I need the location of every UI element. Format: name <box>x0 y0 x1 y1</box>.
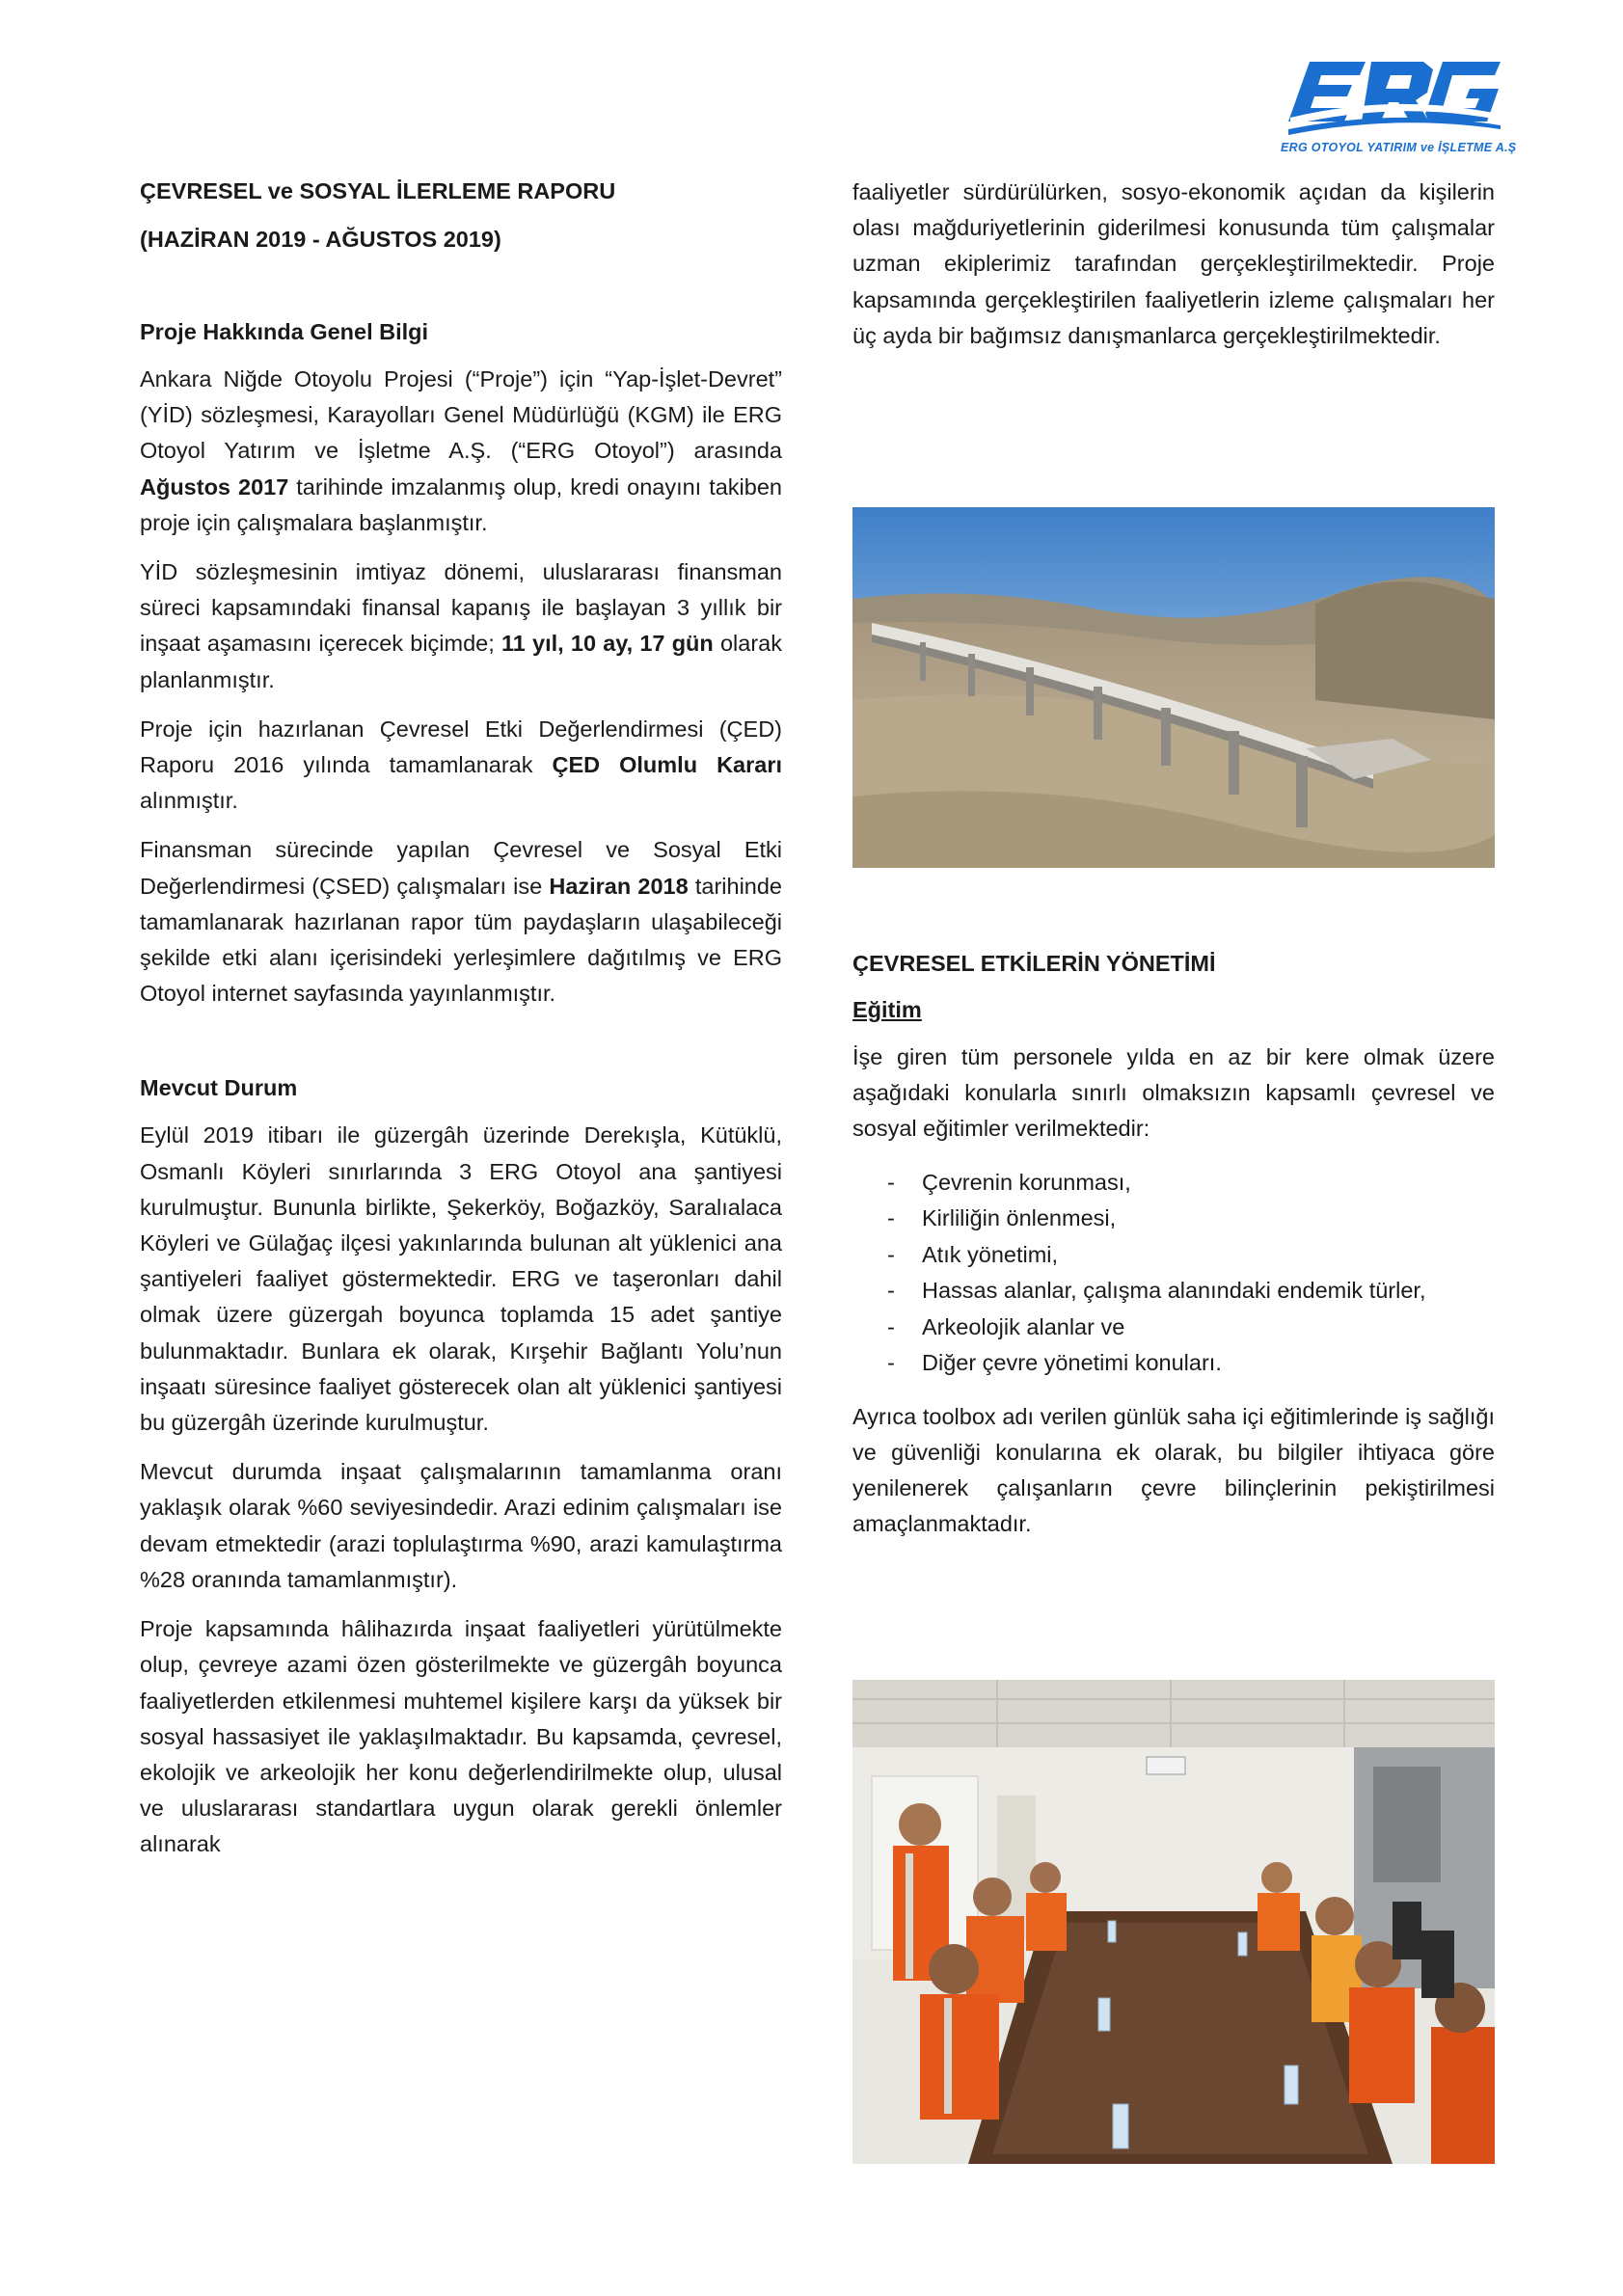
training-topics-list <box>852 1165 1495 1382</box>
erg-logo-icon <box>1288 58 1501 143</box>
paragraph-completion-rate: Mevcut durumda inşaat çalışmalarının tamamlanma oranı yaklaşık olarak %60 seviyesindedir. Arazi edinim çalışmaları ise devam etmektedir (arazi toplulaştırma %90, arazi kamulaştırma %28 oranında tamamlanmıştır). <box>140 1459 782 1592</box>
report-period: (HAZİRAN 2019 - AĞUSTOS 2019) <box>140 227 501 252</box>
company-name-line: ERG OTOYOL YATIRIM ve İŞLETME A.Ş <box>1281 141 1517 154</box>
list-item: - Kirliliğin önlenmesi, <box>852 1201 1495 1237</box>
paragraph-project-contract: Ankara Niğde Otoyolu Projesi (“Proje”) için “Yap-İşlet-Devret” (YİD) sözleşmesi, Karayolları Genel Müdürlüğü (KGM) ile ERG Otoyol Yatırım ve İşletme A.Ş. (“ERG Otoyol”) arasında Ağustos 2017 tarihinde imzalanmış olup, kredi onayını takiben proje için çalışmalara başlanmıştır. <box>140 366 782 535</box>
viaduct-photo <box>852 507 1495 868</box>
right-column-environment <box>852 947 1495 1555</box>
paragraph-training-intro: İşe giren tüm personele yılda en az bir kere olmak üzere aşağıdaki konularla sınırlı olmaksızın kapsamlı çevresel ve sosyal eğitimler verilmektedir: <box>852 1044 1495 1142</box>
subheading-training: Eğitim <box>852 997 922 1022</box>
section-heading-environmental-management: ÇEVRESEL ETKİLERİN YÖNETİMİ <box>852 951 1216 976</box>
training-meeting-photo <box>852 1680 1495 2164</box>
section-heading-general-info: Proje Hakkında Genel Bilgi <box>140 319 429 344</box>
right-column <box>852 175 1495 367</box>
list-item: - Hassas alanlar, çalışma alanındaki endemik türler, <box>852 1273 1495 1310</box>
paragraph-concession-period: YİD sözleşmesinin imtiyaz dönemi, uluslararası finansman süreci kapsamındaki finansal kapanış ile başlayan 3 yıllık bir inşaat aşamasını içerecek biçimde; 11 yıl, 10 ay, 17 gün olarak planlanmıştır. <box>140 559 782 692</box>
report-title: ÇEVRESEL ve SOSYAL İLERLEME RAPORU <box>140 178 616 203</box>
paragraph-ced-report: Proje için hazırlanan Çevresel Etki Değerlendirmesi (ÇED) Raporu 2016 yılında tamamlanarak ÇED Olumlu Kararı alınmıştır. <box>140 716 782 814</box>
paragraph-toolbox-training: Ayrıca toolbox adı verilen günlük saha içi eğitimlerinde iş sağlığı ve güvenliği konularına ek olarak, bu bilgiler ihtiyaca göre yenilenerek çalışanların çevre bilinçlerinin pekiştirilmesi amaçlanmaktadır. <box>852 1403 1495 1537</box>
section-heading-current-status: Mevcut Durum <box>140 1075 298 1101</box>
list-item: - Çevrenin korunması, <box>852 1165 1495 1202</box>
paragraph-construction-sites: Eylül 2019 itibarı ile güzergâh üzerinde Derekışla, Kütüklü, Osmanlı Köyleri sınırlarında 3 ERG Otoyol ana şantiyesi kurulmuştur. Bununla birlikte, Şekerköy, Boğazköy, Saralıalaca Köyleri ve Gülağaç ilçesi yakınlarında bulunan alt yüklenici ana şantiyeleri faaliyet göstermektedir. ERG ve taşeronları dahil olmak üzere güzergah boyunca toplamda 15 adet şantiye bulunmaktadır. Bunlara ek olarak, Kırşehir Bağlantı Yolu’nun inşaatı süresince faaliyet gösterecek olan alt yüklenici şantiyesi bu güzergâh üzerinde kurulmuştur. <box>140 1122 782 1436</box>
company-logo <box>1281 58 1517 162</box>
paragraph-environmental-care: Proje kapsamında hâlihazırda inşaat faaliyetleri yürütülmekte olup, çevreye azami özen gösterilmekte ve güzergâh boyunca faaliyetlerden etkilenmesi muhtemel kişilere karşı da yüksek bir sosyal hassasiyet ile yaklaşılmaktadır. Bu kapsamda, çevresel, ekolojik ve arkeolojik her konu değerlendirilmekte olup, ulusal ve uluslararası standartlara uygun olarak gerekli önlemler alınarak <box>140 1616 782 1857</box>
paragraph-csed-study: Finansman sürecinde yapılan Çevresel ve Sosyal Etki Değerlendirmesi (ÇSED) çalışmaları ise Haziran 2018 tarihinde tamamlanarak hazırlanan rapor tüm paydaşların ulaşabileceği şekilde etki alanı içerisindeki yerleşimlere dağıtılmış ve ERG Otoyol internet sayfasında yayınlanmıştır. <box>140 837 782 1007</box>
list-item: - Diğer çevre yönetimi konuları. <box>852 1345 1495 1382</box>
list-item: - Arkeolojik alanlar ve <box>852 1310 1495 1346</box>
list-item: - Atık yönetimi, <box>852 1237 1495 1274</box>
left-column <box>140 175 782 1877</box>
paragraph-continued: faaliyetler sürdürülürken, sosyo-ekonomik açıdan da kişilerin olası mağduriyetlerinin giderilmesi konusunda tüm çalışmalar uzman ekiplerimiz tarafından gerçekleştirilmektedir. Proje kapsamında gerçekleştirilen faaliyetlerin izleme çalışmaları her üç ayda bir bağımsız danışmanlarca gerçekleştirilmektedir. <box>852 179 1495 348</box>
